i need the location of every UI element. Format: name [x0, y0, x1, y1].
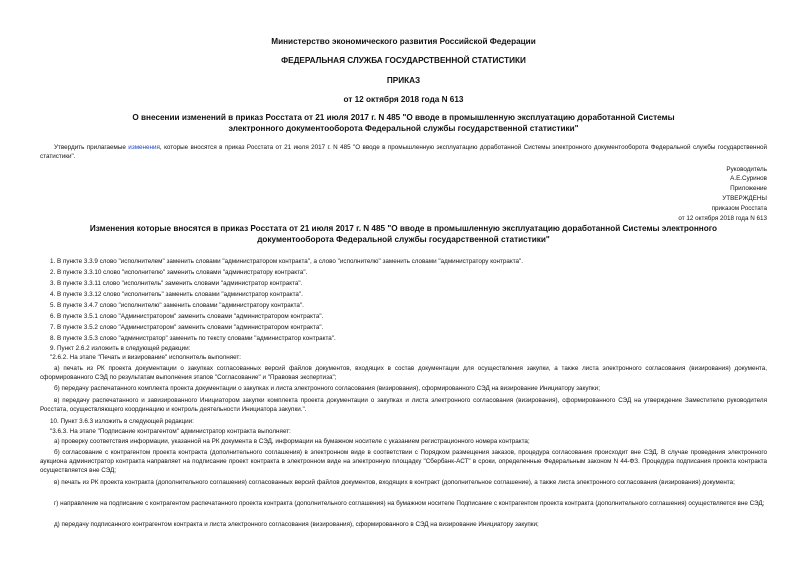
- list-item: "3.6.3. На этапе "Подписание контрагентом" администратор контракта выполняет:: [50, 428, 291, 435]
- list-item: 8. В пункте 3.5.3 слово "администратор" заменить по тексту словами "администратор контракта".: [50, 335, 336, 342]
- changes-title: Изменения которые вносятся в приказ Росстата от 21 июля 2017 г. N 485 "О вводе в промышленную эксплуатацию доработанной Системы электронного документооборота Федеральной службы государственной статистики": [89, 224, 718, 244]
- paragraph-b: б) передачу распечатанного комплекта проекта документации о закупках и листа электронного согласования (визирования), сформированного СЭД на визирование Инициатору закупки;: [54, 385, 600, 392]
- paragraph-10b: б) согласование с контрагентом проекта контракта (дополнительного соглашения) в электронном виде в соответствии с Порядком размещения заказов, процедура согласования происходит вне СЭД. В случае проведения электронного аукциона администратор контракта направляет на подписание проект контракта в электронном виде на электронную площадку "Сбербанк-АСТ" в сроки, определенные Федеральным законом N 44-ФЗ. Процедура подписания проекта контракта осуществляется вне СЭД;: [40, 449, 767, 474]
- paragraph-v: в) передачу распечатанного и завизированного Инициатором закупки комплекта проекта документации о закупках и листа электронного согласования (визирования), сформированного СЭД на утверждение Заместителю руководителя Росстата, осуществляющего координацию и контроль деятельности Инициатора закупки.".: [40, 397, 767, 413]
- list-item: 6. В пункте 3.5.1 слово "Администратором" заменить словами "администратором контракта".: [50, 313, 324, 320]
- paragraph-10a: а) проверку соответствия информации, указанной на РК документа в СЭД, информации на бумажном носителе с указанием регистрационного номера контракта;: [54, 438, 530, 445]
- paragraph-10d: д) передачу подписанного контрагентом контракта и листа электронного согласования (визирования), сформированного в СЭД на визирование Инициатору закупки;: [54, 521, 539, 528]
- list-item: 9. Пункт 2.6.2 изложить в следующей редакции:: [50, 345, 191, 352]
- intro-paragraph: Утвердить прилагаемые изменения, которые вносятся в приказ Росстата от 21 июля 2017 г. N 485 "О вводе в промышленную эксплуатацию доработанной Системы электронного документооборота Федеральной службы государственной статистики".: [40, 144, 768, 160]
- service-name: ФЕДЕРАЛЬНАЯ СЛУЖБА ГОСУДАРСТВЕННОЙ СТАТИСТИКИ: [281, 56, 526, 65]
- ministry-name: Министерство экономического развития Российской Федерации: [271, 37, 536, 46]
- changes-link[interactable]: изменения: [128, 144, 160, 151]
- paragraph-10g: г) направление на подписание с контрагентом распечатанного проекта контракта (дополнительного соглашения) на бумажном носителе Подписание с контрагентом проекта контракта (дополнительного соглашения) осуществляется вне СЭД;: [54, 500, 765, 507]
- list-item: 4. В пункте 3.3.12 слово "исполнитель" заменить словами "администратор контракта".: [50, 291, 303, 298]
- signature-position: Руководитель: [726, 166, 767, 173]
- approved-by: приказом Росстата: [711, 205, 767, 212]
- list-item: 10. Пункт 3.6.3 изложить в следующей редакции:: [50, 418, 194, 425]
- doc-type: ПРИКАЗ: [386, 76, 421, 85]
- list-item: 3. В пункте 3.3.11 слово "исполнитель" заменить словами "администратор контракта".: [50, 280, 303, 287]
- list-item: 5. В пункте 3.4.7 слово "исполнителю" заменить словами "администратору контракта".: [50, 302, 304, 309]
- list-item: 2. В пункте 3.3.10 слово "исполнителю" заменить словами "администратору контракта".: [50, 269, 308, 276]
- list-item: "2.6.2. На этапе "Печать и визирование" исполнитель выполняет:: [50, 354, 242, 361]
- paragraph-a: а) печать из РК проекта документации о закупках согласованных версий файлов документов, входящих в состав документации для осуществления закупки, а также листа электронного согласования (визирования) документа, сформированного СЭД по результатам выполнения этапов "Согласование" и "Правовая экспертиза";: [40, 365, 767, 381]
- appendix-label: Приложение: [730, 185, 767, 192]
- signature-name: А.Е.Суринов: [730, 175, 767, 182]
- order-title: О внесении изменений в приказ Росстата от 21 июля 2017 г. N 485 "О вводе в промышленную эксплуатацию доработанной Системы электронного документооборота Федеральной службы государственной статистики": [132, 113, 675, 133]
- approved-label: УТВЕРЖДЕНЫ: [722, 195, 767, 202]
- list-item: 7. В пункте 3.5.2 слово "Администратором" заменить словами "администратором контракта".: [50, 324, 324, 331]
- paragraph-10v: в) печать из РК проекта контракта (дополнительного соглашения) согласованных версий файлов документов, входящих в контракт (дополнительное соглашение), а также листа электронного согласования (визирования) документа;: [54, 479, 735, 486]
- approved-date: от 12 октября 2018 года N 613: [678, 215, 767, 222]
- order-date: от 12 октября 2018 года N 613: [343, 95, 464, 104]
- list-item: 1. В пункте 3.3.9 слово "исполнителем" заменить словами "администратором контракта", а слово "исполнителю" заменить словами "администратору контракта".: [50, 258, 524, 265]
